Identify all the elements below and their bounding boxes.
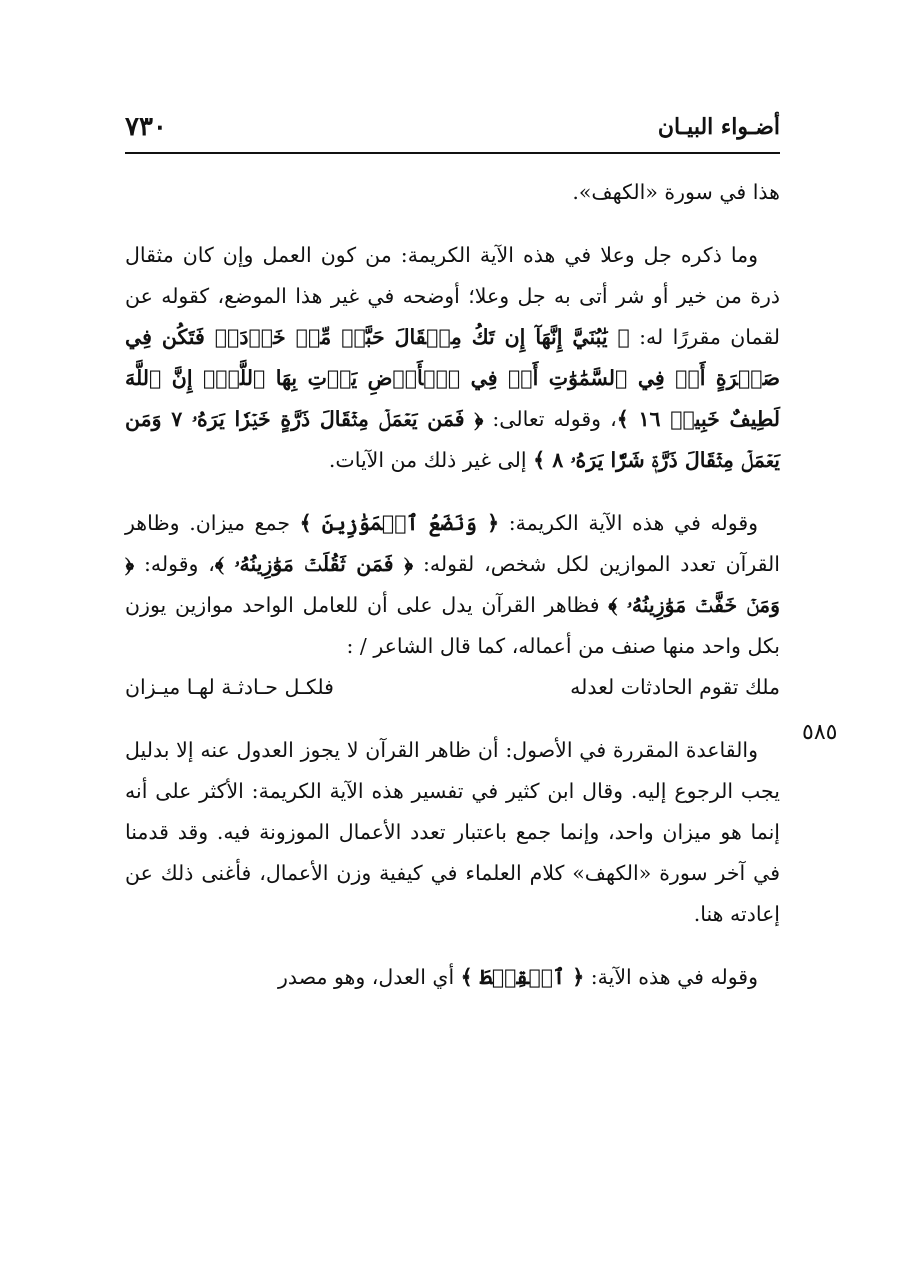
- paragraph-3-text-2: جمع ميزان. وظاهر القرآن تعدد الموازين لكل شخص، لقوله:: [125, 511, 780, 576]
- quran-quote-thaqulat: ﴿ فَمَن ثَقُلَتۡ مَوَٰزِينُهُۥ ﴾: [214, 552, 414, 576]
- quran-quote-qist: ﴿ ٱلۡقِسۡطَ ﴾: [460, 965, 585, 989]
- verse-hemistich-second: فلكـل حـادثـة لهـا ميـزان: [125, 675, 334, 699]
- paragraph-2: [125, 235, 780, 481]
- page-header: [125, 108, 780, 154]
- paragraph-5-text-2: أي العدل، وهو مصدر: [278, 965, 461, 989]
- paragraph-3-text-4: فظاهر القرآن يدل على أن للعامل الواحد موازين يوزن بكل واحد منها صنف من أعماله، كما قال الشاعر / :: [125, 593, 780, 658]
- main-text: [125, 172, 780, 998]
- page-number: ٧٣٠: [125, 112, 167, 142]
- quran-quote-khaffat: ﴿ وَمَنۡ خَفَّتۡ مَوَٰزِينُهُۥ ﴾: [125, 552, 780, 617]
- paragraph-3-text-3: ، وقوله:: [134, 552, 215, 576]
- paragraph-5: [125, 957, 780, 998]
- poetry-verse: [125, 667, 780, 708]
- verse-hemistich-first: ملك تقوم الحادثات لعدله: [570, 675, 780, 699]
- quran-quote-zalzala: ﴿ فَمَن يَعۡمَلۡ مِثۡقَالَ ذَرَّةٍ خَيۡرٗا يَرَهُۥ ٧ وَمَن يَعۡمَلۡ مِثۡقَالَ ذَرَّةٖ شَرّٗا يَرَهُۥ ٨ ﴾: [125, 407, 780, 472]
- paragraph-2-text-3: إلى غير ذلك من الآيات.: [328, 448, 534, 472]
- quran-quote-luqman: ﴿ يَٰبُنَيَّ إِنَّهَآ إِن تَكُ مِثۡقَالَ حَبَّةٖ مِّنۡ خَرۡدَلٖ فَتَكُن فِي صَخۡرَةٍ أَوۡ فِي ٱلسَّمَٰوَٰتِ أَوۡ فِي ٱلۡأَرۡضِ يَأۡتِ بِهَا ٱللَّهُۚ إِنَّ ٱللَّهَ لَطِيفٌ خَبِيرٞ ١٦ ﴾: [125, 325, 781, 431]
- paragraph-2-text-1: وما ذكره جل وعلا في هذه الآية الكريمة: من كون العمل وإن كان مثقال ذرة من خير أو شر أتى به جل وعلا؛ أوضحه في غير هذا الموضع، كقوله عن لقمان مقررًا له:: [125, 243, 780, 349]
- quran-quote-mawazin: ﴿ وَنَضَعُ ٱلۡمَوَٰزِينَ ﴾: [299, 511, 500, 535]
- book-title: أضـواء البيـان: [657, 114, 780, 140]
- paragraph-5-text-1: وقوله في هذه الآية:: [584, 965, 758, 989]
- paragraph-3-text-1: وقوله في هذه الآية الكريمة:: [499, 511, 759, 535]
- paragraph-3: [125, 503, 780, 667]
- margin-page-reference: ٥٨٥: [802, 720, 838, 745]
- paragraph-4: والقاعدة المقررة في الأصول: أن ظاهر القرآن لا يجوز العدول عنه إلا بدليل يجب الرجوع إليه. وقال ابن كثير في تفسير هذه الآية الكريمة: الأكثر على أنه إنما هو ميزان واحد، وإنما جمع باعتبار تعدد الأعمال الموزونة فيه. وقد قدمنا في آخر سورة «الكهف» كلام العلماء في كيفية وزن الأعمال، فأغنى ذلك عن إعادته هنا.: [125, 738, 780, 926]
- paragraph-2-text-2: ، وقوله تعالى:: [483, 407, 617, 431]
- paragraph-1: هذا في سورة «الكهف».: [572, 180, 780, 204]
